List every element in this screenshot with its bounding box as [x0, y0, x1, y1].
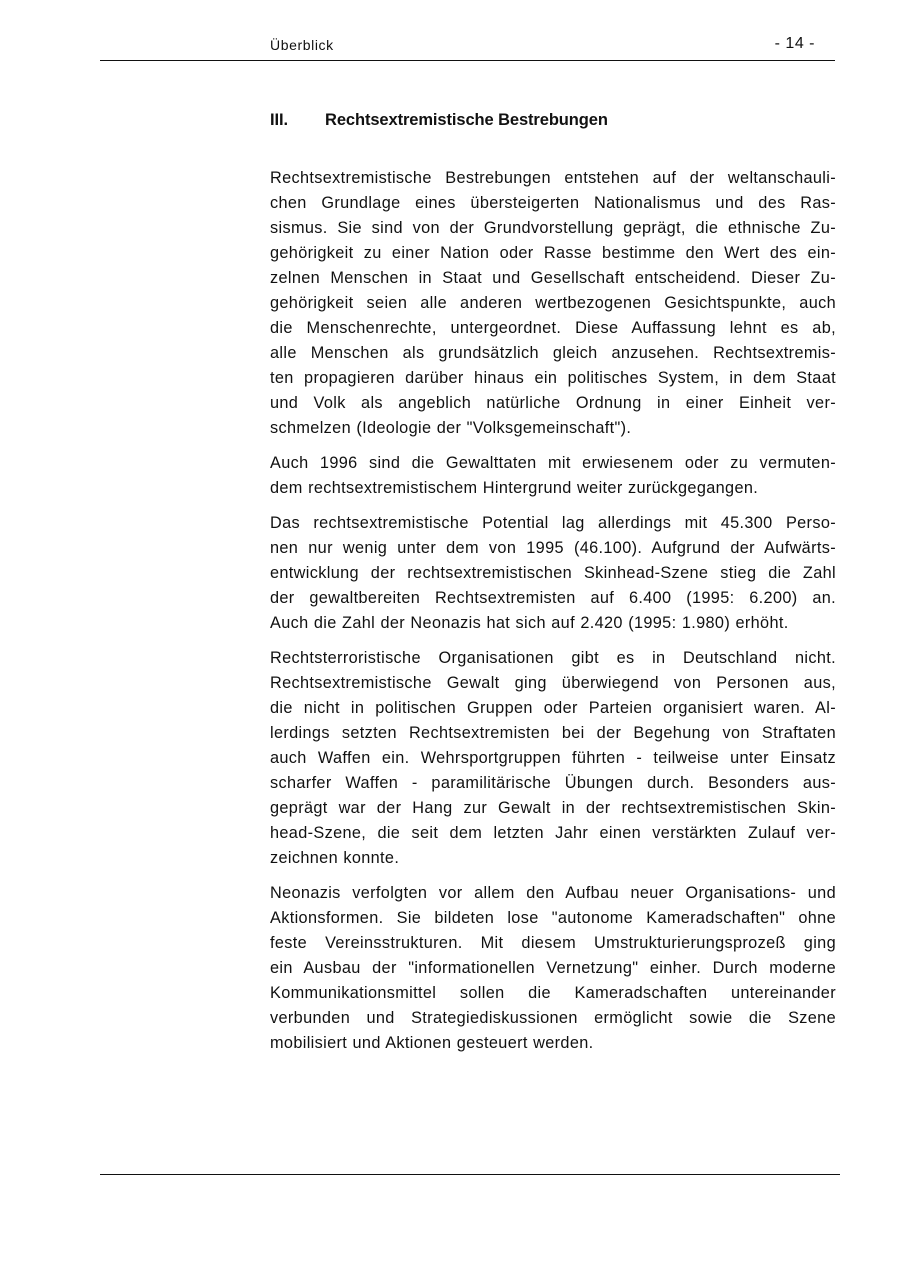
text-line: alle Menschen als grundsätzlich gleich anzusehen. Rechtsextremis- [270, 344, 836, 362]
header-section-title: Überblick [270, 37, 334, 53]
text-line: die nicht in politischen Gruppen oder Parteien organisiert waren. Al- [270, 699, 836, 717]
text-line: Rechtsextremistische Bestrebungen entstehen auf der weltanschauli- [270, 169, 836, 187]
text-line: Aktionsformen. Sie bildeten lose "autonome Kameradschaften" ohne [270, 909, 836, 927]
paragraph [270, 881, 836, 1056]
text-line: entwicklung der rechtsextremistischen Skinhead-Szene stieg die Zahl [270, 564, 836, 582]
text-line: scharfer Waffen - paramilitärische Übungen durch. Besonders aus- [270, 774, 836, 792]
paragraph [270, 451, 836, 501]
text-line: der gewaltbereiten Rechtsextremisten auf 6.400 (1995: 6.200) an. [270, 589, 836, 607]
text-line: Auch die Zahl der Neonazis hat sich auf 2.420 (1995: 1.980) erhöht. [270, 614, 789, 632]
text-line: schmelzen (Ideologie der "Volksgemeinschaft"). [270, 419, 632, 437]
paragraph [270, 511, 836, 636]
text-line: mobilisiert und Aktionen gesteuert werden. [270, 1034, 594, 1052]
text-line: Das rechtsextremistische Potential lag allerdings mit 45.300 Perso- [270, 514, 836, 532]
text-line: gehörigkeit seien alle anderen wertbezogenen Gesichtspunkte, auch [270, 294, 836, 312]
text-line: lerdings setzten Rechtsextremisten bei der Begehung von Straftaten [270, 724, 836, 742]
body-text [270, 166, 836, 1066]
text-line: zeichnen konnte. [270, 849, 400, 867]
text-line: chen Grundlage eines übersteigerten Nationalismus und des Ras- [270, 194, 836, 212]
text-line: geprägt war der Hang zur Gewalt in der rechtsextremistischen Skin- [270, 799, 836, 817]
section-heading [270, 111, 608, 130]
page-number: - 14 - [774, 35, 815, 52]
section-title: Rechtsextremistische Bestrebungen [325, 111, 608, 129]
text-line: ten propagieren darüber hinaus ein politisches System, in dem Staat [270, 369, 836, 387]
text-line: head-Szene, die seit dem letzten Jahr einen verstärkten Zulauf ver- [270, 824, 836, 842]
footer-rule [100, 1174, 840, 1175]
text-line: Rechtsterroristische Organisationen gibt es in Deutschland nicht. [270, 649, 836, 667]
text-line: Rechtsextremistische Gewalt ging überwiegend von Personen aus, [270, 674, 836, 692]
running-header [270, 37, 815, 57]
text-line: ein Ausbau der "informationellen Vernetzung" einher. Durch moderne [270, 959, 836, 977]
text-line: nen nur wenig unter dem von 1995 (46.100). Aufgrund der Aufwärts- [270, 539, 836, 557]
section-number: III. [270, 111, 288, 129]
text-line: auch Waffen ein. Wehrsportgruppen führten - teilweise unter Einsatz [270, 749, 836, 767]
header-rule [100, 60, 835, 61]
text-line: gehörigkeit zu einer Nation oder Rasse bestimme den Wert des ein- [270, 244, 836, 262]
text-line: zelnen Menschen in Staat und Gesellschaft entscheidend. Dieser Zu- [270, 269, 836, 287]
text-line: feste Vereinsstrukturen. Mit diesem Umstrukturierungsprozeß ging [270, 934, 836, 952]
text-line: verbunden und Strategiediskussionen ermöglicht sowie die Szene [270, 1009, 836, 1027]
paragraph [270, 646, 836, 871]
text-line: und Volk als angeblich natürliche Ordnung in einer Einheit ver- [270, 394, 836, 412]
text-line: dem rechtsextremistischem Hintergrund weiter zurückgegangen. [270, 479, 759, 497]
text-line: sismus. Sie sind von der Grundvorstellung geprägt, die ethnische Zu- [270, 219, 836, 237]
text-line: Kommunikationsmittel sollen die Kameradschaften untereinander [270, 984, 836, 1002]
text-line: Auch 1996 sind die Gewalttaten mit erwiesenem oder zu vermuten- [270, 454, 836, 472]
text-line: Neonazis verfolgten vor allem den Aufbau neuer Organisations- und [270, 884, 836, 902]
paragraph [270, 166, 836, 441]
text-line: die Menschenrechte, untergeordnet. Diese Auffassung lehnt es ab, [270, 319, 836, 337]
